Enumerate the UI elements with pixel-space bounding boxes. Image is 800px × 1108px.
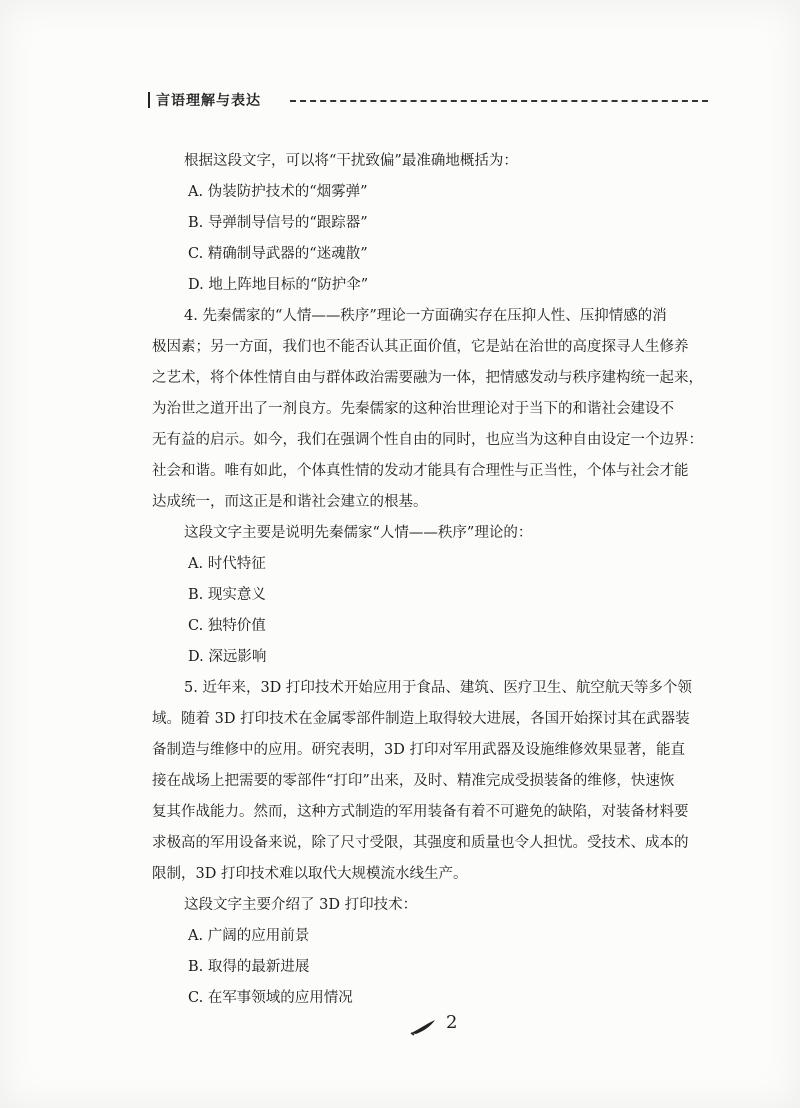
question-4 [152, 301, 708, 673]
option-c: C. 在军事领域的应用情况 [188, 990, 353, 1006]
header-tick-mark [148, 92, 150, 108]
passage-line: 极因素；另一方面，我们也不能否认其正面价值，它是站在治世的高度探寻人生修养 [152, 339, 689, 355]
option-a: A. 伪装防护技术的“烟雾弹” [188, 184, 368, 200]
option-d: D. 深远影响 [188, 649, 267, 665]
passage-line: 求极高的军用设备来说，除了尺寸受限，其强度和质量也令人担忧。受技术、成本的 [152, 835, 689, 851]
option-b: B. 现实意义 [188, 587, 266, 603]
passage-line: 之艺术，将个体性情自由与群体政治需要融为一体，把情感发动与秩序建构统一起来， [152, 370, 703, 386]
option-a: A. 广阔的应用前景 [188, 928, 310, 944]
question-stem: 这段文字主要是说明先秦儒家“人情——秩序”理论的： [184, 525, 533, 541]
option-d: D. 地上阵地目标的“防护伞” [188, 277, 369, 293]
question-3 [152, 146, 708, 301]
page-content [152, 146, 708, 1014]
question-passage [152, 301, 708, 518]
option-b: B. 导弹制导信号的“跟踪器” [188, 215, 368, 231]
page-footer [410, 1012, 490, 1042]
quill-icon [410, 1018, 436, 1036]
question-stem: 这段文字主要介绍了 3D 打印技术： [184, 897, 418, 913]
header-dashed-rule [290, 100, 708, 102]
option-c: C. 独特价值 [188, 618, 266, 634]
passage-line: 备制造与维修中的应用。研究表明，3D 打印对军用武器及设施维修效果显著，能直 [152, 742, 685, 758]
passage-line: 接在战场上把需要的零部件“打印”出来，及时、精准完成受损装备的维修，快速恢 [152, 773, 675, 789]
passage-line: 复其作战能力。然而，这种方式制造的军用装备有着不可避免的缺陷，对装备材料要 [152, 804, 689, 820]
passage-line: 达成统一，而这正是和谐社会建立的根基。 [152, 494, 428, 510]
option-a: A. 时代特征 [188, 556, 266, 572]
option-b: B. 取得的最新进展 [188, 959, 310, 975]
passage-line: 无有益的启示。如今，我们在强调个性自由的同时，也应当为这种自由设定一个边界： [152, 432, 703, 448]
question-5 [152, 673, 708, 1014]
passage-line: 限制，3D 打印技术难以取代大规模流水线生产。 [152, 866, 468, 882]
passage-line: 域。随着 3D 打印技术在金属零部件制造上取得较大进展，各国开始探讨其在武器装 [152, 711, 690, 727]
option-c: C. 精确制导武器的“迷魂散” [188, 246, 368, 262]
passage-line: 4. 先秦儒家的“人情——秩序”理论一方面确实存在压抑人性、压抑情感的消 [184, 308, 667, 324]
passage-line: 为治世之道开出了一剂良方。先秦儒家的这种治世理论对于当下的和谐社会建设不 [152, 401, 674, 417]
header-title: 言语理解与表达 [156, 93, 261, 109]
passage-line: 5. 近年来，3D 打印技术开始应用于食品、建筑、医疗卫生、航空航天等多个领 [184, 680, 692, 696]
page-number: 2 [446, 1012, 458, 1033]
question-stem: 根据这段文字，可以将“干扰致偏”最准确地概括为： [184, 153, 518, 169]
question-passage [152, 673, 708, 890]
passage-line: 社会和谐。唯有如此，个体真性情的发动才能具有合理性与正当性，个体与社会才能 [152, 463, 689, 479]
running-header [148, 90, 708, 112]
